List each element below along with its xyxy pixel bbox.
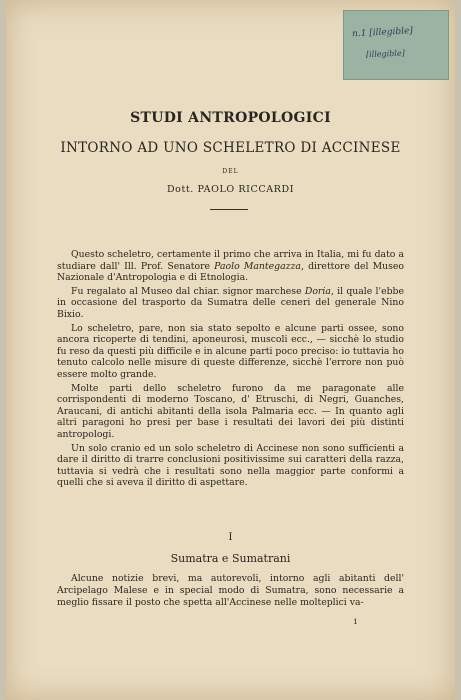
italic-name: Paolo Mantegazza	[214, 260, 301, 272]
library-label	[343, 10, 449, 80]
paragraph-text: , il quale l'ebbe in occasione del trasporto da Sumatra delle ceneri del generale Nino Bixio.	[57, 285, 404, 320]
paragraph-text: , direttore del Museo Nazionale d'Antropologia e di Etnologia.	[57, 260, 405, 284]
paragraph: Molte parti dello scheletro furono da me paragonate alle corrispondenti di moderno Toscano, d' Etruschi, di Negri, Guanches, Araucani, di antichi abitanti della isola Palmaria ecc. — In quanto agli altri paragoni ho presi per base i resultati dei lavori dei più distinti antropologi.	[57, 382, 404, 440]
handwritten-note-2: [illegible]	[365, 48, 405, 60]
paragraph-text: Questo scheletro, certamente il primo che arriva in Italia, mi fu dato a studiare dall' Ill. Prof. Senatore	[57, 249, 404, 272]
document-page	[6, 0, 455, 700]
title-line-2: INTORNO AD UNO SCHELETRO DI ACCINESE	[60, 140, 401, 156]
author-name: Dott. PAOLO RICCARDI	[166, 184, 295, 195]
del-word: DEL	[222, 168, 239, 175]
paragraph	[57, 286, 404, 321]
title-rule	[210, 209, 248, 210]
paragraph	[57, 573, 404, 608]
page-number: 1	[353, 617, 358, 626]
paragraph: Lo scheletro, pare, non sia stato sepolto e alcune parti ossee, sono ancora ricoperte di tendini, aponeurosi, muscoli ecc., — sicchè lo studio fu reso da questi più difficile e in alcune parti poco preciso: io tuttavia ho tenuto calcolo nelle misure di queste differenze, sicchè l'errore non può essere molto grande.	[57, 322, 404, 380]
section-body	[57, 573, 404, 608]
paragraph-text: Fu regalato al Museo dal chiar. signor marchese	[71, 285, 305, 297]
italic-name: Doria	[304, 285, 331, 297]
paragraph-text: nelle molteplici va-	[271, 596, 364, 608]
title-line-1: STUDI ANTROPOLOGICI	[130, 110, 331, 126]
handwritten-note: n.1 [illegible]	[351, 26, 414, 40]
paragraph-text: Alcune notizie brevi, ma autorevoli, intorno agli abitanti dell' Arcipelago Malese e in special modo di Sumatra, sono necessarie a meglio fissare il posto che spetta all'	[57, 573, 404, 608]
paragraph	[57, 249, 404, 284]
italic-name: Accinese	[229, 596, 272, 608]
section-title: Sumatra e Sumatrani	[170, 552, 291, 565]
paragraph: Un solo cranio ed un solo scheletro di Accinese non sono sufficienti a dare il diritto di trarre conclusioni positivissime sui caratteri della razza, tuttavia si vedrà che i resultati sono nella maggior parte conformi a quelli che si aveva il diritto di aspettare.	[57, 442, 404, 489]
section-number: I	[228, 532, 233, 543]
intro-body	[57, 249, 404, 489]
